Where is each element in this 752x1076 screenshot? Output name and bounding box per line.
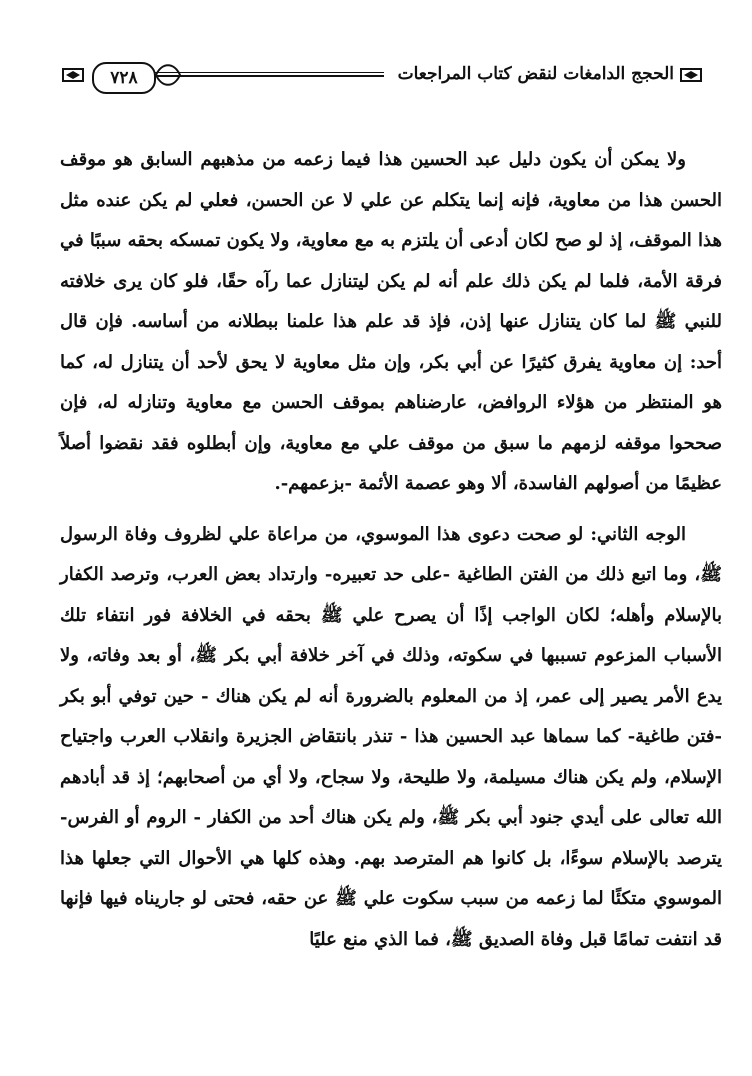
running-header — [62, 58, 702, 96]
page-number-badge: ٧٢٨ — [92, 62, 156, 94]
left-ornament-icon — [62, 68, 84, 82]
header-rule — [154, 75, 384, 77]
paragraph-2: الوجه الثاني: لو صحت دعوى هذا الموسوي، من مراعاة علي لظروف وفاة الرسول ﷺ، وما اتبع ذلك من الفتن الطاغية -على حد تعبيره- وارتداد بعض العرب، وترصد الكفار بالإسلام وأهله؛ لكان الواجب إذًا أن يصرح علي ﷺ بحقه في الخلافة فور انتفاء تلك الأسباب المزعوم تسببها في سكوته، وذلك في آخر خلافة أبي بكر ﷺ، أو بعد وفاته، ولا يدع الأمر يصير إلى عمر، إذ من المعلوم بالضرورة أنه لم يكن هناك - حين توفي أبو بكر -فتن طاغية- كما سماها عبد الحسين هذا - تنذر بانتقاض الجزيرة وانقلاب العرب واجتياح الإسلام، ولم يكن هناك مسيلمة، ولا طليحة، ولا سجاح، ولا أي من أصحابهم؛ إذ قد أبادهم الله تعالى على أيدي جنود أبي بكر ﷺ، ولم يكن هناك أحد من الكفار - الروم أو الفرس- يترصد بالإسلام سوءًا، بل كانوا هم المترصد بهم. وهذه كلها هي الأحوال التي جعلها هذا الموسوي متكئًا لما زعمه من سبب سكوت علي ﷺ عن حقه، فحتى لو جاريناه فيها فإنها قد انتفت تمامًا قبل وفاة الصديق ﷺ، فما الذي منع عليًا — [60, 523, 722, 950]
running-title: الحجج الدامغات لنقض كتاب المراجعات — [397, 64, 674, 84]
page-body — [60, 140, 722, 1020]
paragraph-1: ولا يمكن أن يكون دليل عبد الحسين هذا فيما زعمه من مذهبهم السابق هو موقف الحسن هذا من معاوية، فإنه إنما يتكلم عن علي لا عن الحسن، فعلي لم يكن عنده مثل هذا الموقف، إذ لو صح لكان أدعى أن يلتزم به مع معاوية، ولا يكون تمسكه بحقه سببًا في فرقة الأمة، فلما لم يكن ذلك علم أنه لم يكن ليتنازل عما رآه حقًا، فلو كان يرى خلافته للنبي ﷺ لما كان يتنازل عنها إذن، فإذ قد علم هذا علمنا ببطلانه من أساسه. فإن قال أحد: إن معاوية يفرق كثيرًا عن أبي بكر، وإن مثل معاوية لا يحق لأحد أن يتنازل له، كما هو المنتظر من هؤلاء الروافض، عارضناهم بموقف الحسن مع معاوية وتنازله له، فإن صححوا موقفه لزمهم ما سبق من موقف علي مع معاوية، وإن أبطلوه فقد نقضوا أصلاً عظيمًا من أصولهم الفاسدة، ألا وهو عصمة الأئمة -بزعمهم-. — [60, 149, 722, 494]
right-ornament-icon — [680, 68, 702, 82]
